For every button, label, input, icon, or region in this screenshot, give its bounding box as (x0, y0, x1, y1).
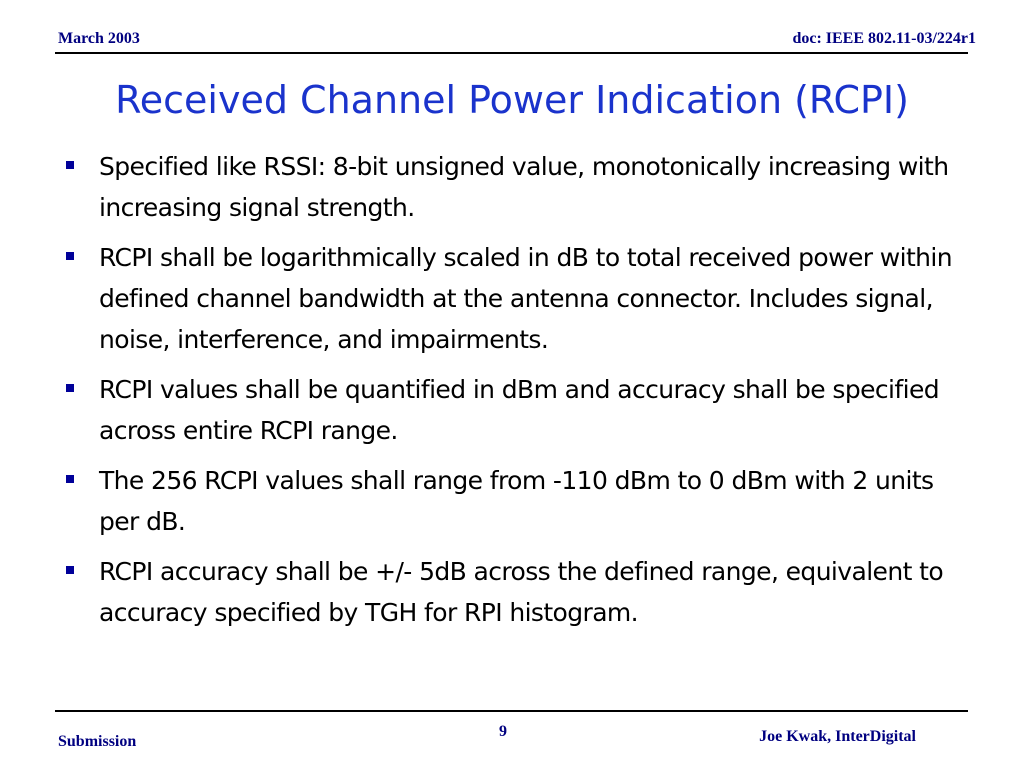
bullet-text: The 256 RCPI values shall range from -110 dBm to 0 dBm with 2 units per dB. (99, 466, 934, 536)
bullet-item (62, 237, 978, 360)
square-bullet-icon (66, 161, 74, 169)
header-doc-id: doc: IEEE 802.11-03/224r1 (792, 30, 976, 47)
header-date: March 2003 (58, 30, 140, 47)
footer-author: Joe Kwak, InterDigital (759, 728, 916, 745)
bullet-item (62, 369, 978, 451)
footer-divider (55, 710, 968, 712)
page-number: 9 (499, 723, 507, 740)
square-bullet-icon (66, 566, 74, 574)
bullet-text: Specified like RSSI: 8-bit unsigned value, monotonically increasing with increasing signal strength. (99, 152, 949, 222)
bullet-text: RCPI shall be logarithmically scaled in dB to total received power within defined channel bandwidth at the antenna connector. Includes signal, noise, interference, and impairments. (99, 243, 953, 354)
bullet-item (62, 146, 978, 228)
slide-title: Received Channel Power Indication (RCPI) (115, 78, 909, 122)
bullet-text: RCPI accuracy shall be +/- 5dB across the defined range, equivalent to accuracy specified by TGH for RPI histogram. (99, 557, 944, 627)
square-bullet-icon (66, 384, 74, 392)
bullet-text: RCPI values shall be quantified in dBm and accuracy shall be specified across entire RCPI range. (99, 375, 939, 445)
footer-submission: Submission (58, 733, 137, 750)
header-divider (55, 52, 968, 54)
square-bullet-icon (66, 252, 74, 260)
bullet-item (62, 551, 978, 633)
bullet-item (62, 460, 978, 542)
square-bullet-icon (66, 475, 74, 483)
bullet-list (62, 146, 978, 642)
